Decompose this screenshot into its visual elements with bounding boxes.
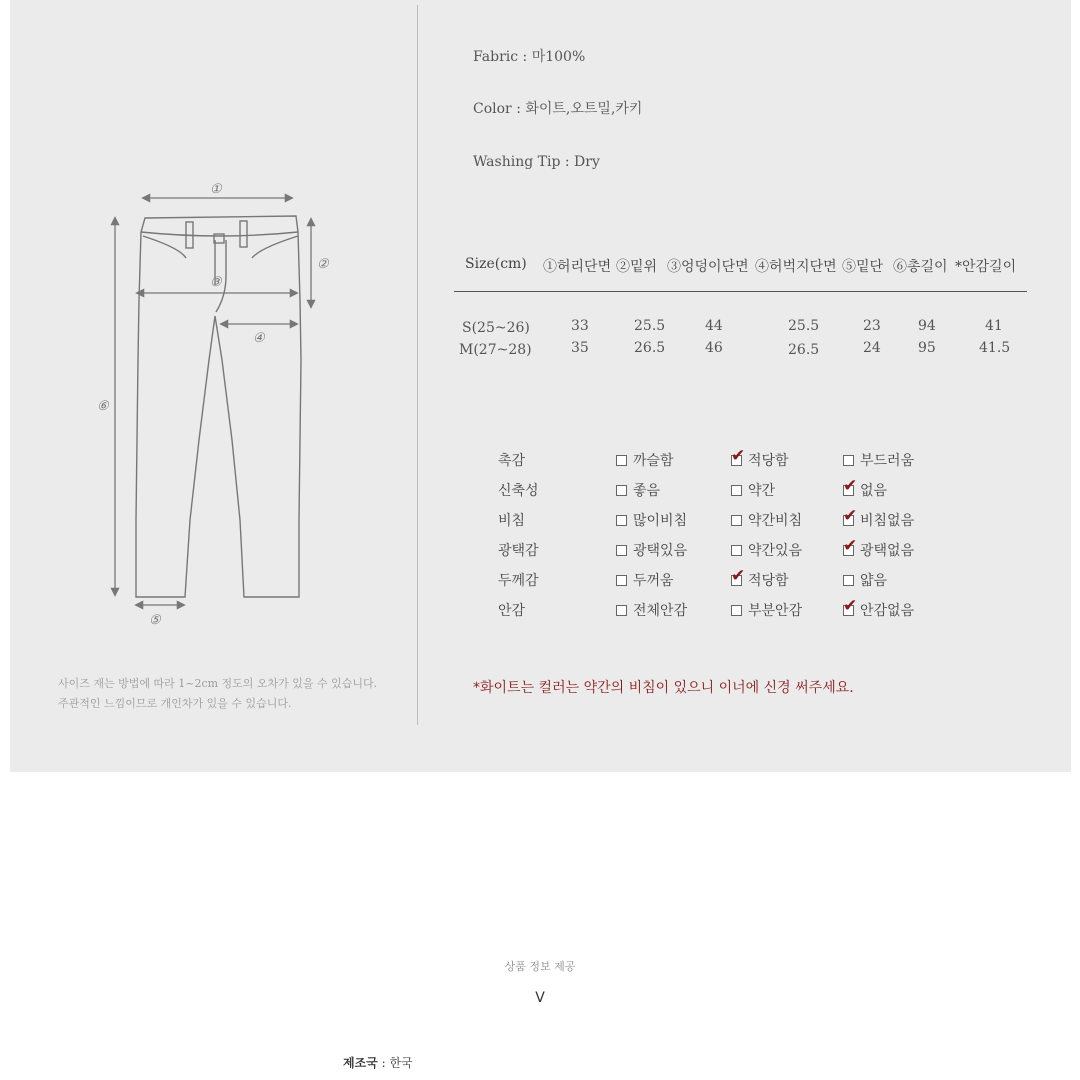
feel-option[interactable] <box>616 450 674 470</box>
divider <box>417 5 418 725</box>
feel-option-label: 안감없음 <box>860 603 915 619</box>
size-header: ③엉덩이단면 <box>667 259 749 275</box>
size-header: ①허리단면 <box>543 259 612 275</box>
checkbox[interactable] <box>843 505 858 526</box>
size-cell: 26.5 <box>634 340 666 356</box>
feel-option[interactable] <box>731 510 802 530</box>
feel-option[interactable] <box>731 480 775 500</box>
size-cell: 23 <box>863 318 881 334</box>
checkbox[interactable] <box>731 565 746 586</box>
feel-option-label: 광택있음 <box>633 543 688 559</box>
feel-row-label: 비침 <box>498 513 526 529</box>
feel-option-label: 비침없음 <box>860 513 915 529</box>
size-cell: 26.5 <box>788 342 820 358</box>
feel-option[interactable] <box>616 510 687 530</box>
washing-info: Washing Tip : Dry <box>473 154 600 170</box>
expand-arrow-icon[interactable]: V <box>535 990 545 1006</box>
feel-row-label: 촉감 <box>498 453 526 469</box>
checkbox[interactable] <box>616 605 627 616</box>
feel-row-label: 안감 <box>498 603 526 619</box>
checkmark-icon: ✔ <box>843 505 858 526</box>
checkmark-icon: ✔ <box>731 565 746 586</box>
label-4: ④ <box>253 331 265 346</box>
checkbox[interactable] <box>616 455 627 466</box>
white-color-warning: *화이트는 컬러는 약간의 비침이 있으니 이너에 신경 써주세요. <box>473 680 854 696</box>
checkbox[interactable] <box>731 545 742 556</box>
size-note-line-2: 주관적인 느낌이므로 개인차가 있을 수 있습니다. <box>58 697 292 710</box>
origin-label: 제조국 <box>343 1056 378 1070</box>
checkbox[interactable] <box>843 535 858 556</box>
checkmark-icon: ✔ <box>731 445 746 466</box>
feel-option-label: 부드러움 <box>860 453 915 469</box>
size-label: M(27~28) <box>459 342 532 358</box>
feel-option-label: 얇음 <box>860 573 888 589</box>
size-header: ⑥총길이 <box>893 259 948 275</box>
size-cell: 25.5 <box>634 318 666 334</box>
size-cell: 94 <box>918 318 936 334</box>
size-cell: 24 <box>863 340 881 356</box>
color-info: Color : 화이트,오트밀,카키 <box>473 101 643 117</box>
checkbox[interactable] <box>616 545 627 556</box>
checkbox[interactable] <box>731 485 742 496</box>
checkbox[interactable] <box>731 515 742 526</box>
feel-option[interactable] <box>731 445 789 470</box>
feel-option-label: 좋음 <box>633 483 661 499</box>
checkmark-icon: ✔ <box>843 475 858 496</box>
size-cell: 46 <box>705 340 723 356</box>
feel-option[interactable] <box>843 475 888 500</box>
size-header: ⑤밑단 <box>842 259 884 275</box>
feel-option[interactable] <box>616 600 687 620</box>
feel-option-label: 전체안감 <box>633 603 688 619</box>
feel-option[interactable] <box>843 535 915 560</box>
checkbox[interactable] <box>616 485 627 496</box>
size-table-rule <box>454 291 1027 292</box>
label-2: ② <box>317 257 329 272</box>
feel-option-label: 약간비침 <box>748 513 803 529</box>
feel-option[interactable] <box>843 595 915 620</box>
size-header: ②밑위 <box>616 259 658 275</box>
feel-option-label: 없음 <box>860 483 888 499</box>
feel-option-label: 부분안감 <box>748 603 803 619</box>
feel-option[interactable] <box>616 540 687 560</box>
feel-option[interactable] <box>616 570 674 590</box>
size-cell: 35 <box>571 340 589 356</box>
size-cell: 41 <box>985 318 1003 334</box>
feel-option[interactable] <box>731 540 802 560</box>
size-cell: 33 <box>571 318 589 334</box>
feel-option-label: 두꺼움 <box>633 573 674 589</box>
size-cell: 44 <box>705 318 723 334</box>
feel-option-label: 약간있음 <box>748 543 803 559</box>
label-3: ③ <box>210 275 222 290</box>
checkbox[interactable] <box>843 475 858 496</box>
label-6: ⑥ <box>97 399 109 414</box>
size-cell: 41.5 <box>979 340 1011 356</box>
size-header: ④허벅지단면 <box>755 259 837 275</box>
checkmark-icon: ✔ <box>843 535 858 556</box>
size-note-line-1: 사이즈 재는 방법에 따라 1~2cm 정도의 오차가 있을 수 있습니다. <box>58 677 378 690</box>
feel-row-label: 두께감 <box>498 573 539 589</box>
feel-option-label: 많이비침 <box>633 513 688 529</box>
feel-option-label: 약간 <box>748 483 776 499</box>
feel-row-label: 신축성 <box>498 483 539 499</box>
feel-option-label: 적당함 <box>748 453 789 469</box>
checkmark-icon: ✔ <box>843 595 858 616</box>
feel-option-label: 적당함 <box>748 573 789 589</box>
feel-option[interactable] <box>731 600 802 620</box>
feel-option-label: 광택없음 <box>860 543 915 559</box>
label-5: ⑤ <box>149 613 161 628</box>
feel-row-label: 광택감 <box>498 543 539 559</box>
size-cell: 95 <box>918 340 936 356</box>
origin-value: : 한국 <box>381 1056 413 1070</box>
feel-option[interactable] <box>843 450 914 470</box>
size-label: S(25~26) <box>462 320 530 336</box>
checkbox[interactable] <box>843 575 854 586</box>
pants-diagram <box>0 0 420 640</box>
checkbox[interactable] <box>731 445 746 466</box>
size-header: *안감길이 <box>955 259 1017 275</box>
feel-option-label: 까슬함 <box>633 453 674 469</box>
checkbox[interactable] <box>843 455 854 466</box>
product-info-caption: 상품 정보 제공 <box>504 960 576 973</box>
feel-option[interactable] <box>731 565 789 590</box>
checkbox[interactable] <box>616 575 627 586</box>
size-unit-header: Size(cm) <box>465 256 527 272</box>
size-cell: 25.5 <box>788 318 820 334</box>
checkbox[interactable] <box>731 605 742 616</box>
checkbox[interactable] <box>843 595 858 616</box>
feel-option[interactable] <box>843 570 887 590</box>
country-of-origin <box>343 1054 413 1071</box>
feel-option[interactable] <box>843 505 915 530</box>
label-1: ① <box>210 182 222 197</box>
pants-outline <box>136 216 301 597</box>
fabric-info: Fabric : 마100% <box>473 49 586 65</box>
checkbox[interactable] <box>616 515 627 526</box>
feel-option[interactable] <box>616 480 660 500</box>
